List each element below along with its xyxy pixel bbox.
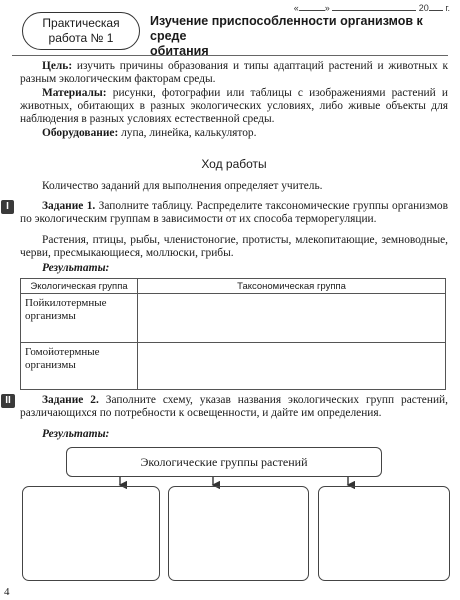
procedure-note: Количество заданий для выполнения определяет учитель. [42,180,323,192]
work-label-line2: работа № 1 [48,31,114,45]
task1-text: Заполните таблицу. Распределите таксономические группы организмов по экологическим группам в зависимости от их способа терморегуляции. [20,200,448,225]
task2-badge: II [1,394,15,408]
scheme-answer-box-2[interactable] [168,486,309,581]
equipment-text: лупа, линейка, калькулятор. [118,127,257,139]
work-label-line1: Практическая [42,16,120,30]
scheme-title: Экологические группы растений [140,455,308,469]
date-open: « [293,3,299,13]
materials-text: рисунки, фотографии или таблицы с изображениями растений и животных, обитающих в разных экологических условиях, либо живые объекты для наблюдения в разных условиях естественной среды. [20,87,448,125]
task1-list: Растения, птицы, рыбы, членистоногие, протисты, млекопитающие, земноводные, черви, пресмыкающиеся, моллюски, грибы. [20,234,448,259]
task2-text: Заполните схему, указав названия экологических групп растений, различающихся по потребности к освещенности, и дайте им определения. [20,394,448,419]
materials-label: Материалы: [42,87,107,99]
table-header-eco-group: Экологическая группа [21,279,138,294]
goal-label: Цель: [42,60,73,72]
table-cell-eco-group: Пойкилотермные организмы [21,294,138,343]
task1-label: Задание 1. [42,200,96,212]
year-prefix: 20 [418,3,429,13]
year-suffix: г. [445,3,450,13]
date-mid: » [324,3,330,13]
title-line2: обитания [150,44,209,58]
task1-results-label: Результаты: [42,262,110,274]
task1-badge: I [1,200,14,214]
task2-label: Задание 2. [42,394,99,406]
table-header-taxon-group: Таксономическая группа [138,279,446,294]
procedure-heading: Ход работы [201,157,267,171]
table-cell-eco-group: Гомойотермные организмы [21,343,138,390]
page-number: 4 [4,586,10,598]
title-line1: Изучение приспособленности организмов к среде [150,14,423,43]
goal-text: изучить причины образования и типы адаптаций растений и животных к разным экологическим факторам среды. [20,60,448,85]
scheme-answer-box-3[interactable] [318,486,450,581]
equipment-label: Оборудование: [42,127,119,139]
task2-results-label: Результаты: [42,428,110,440]
scheme-answer-box-1[interactable] [22,486,160,581]
